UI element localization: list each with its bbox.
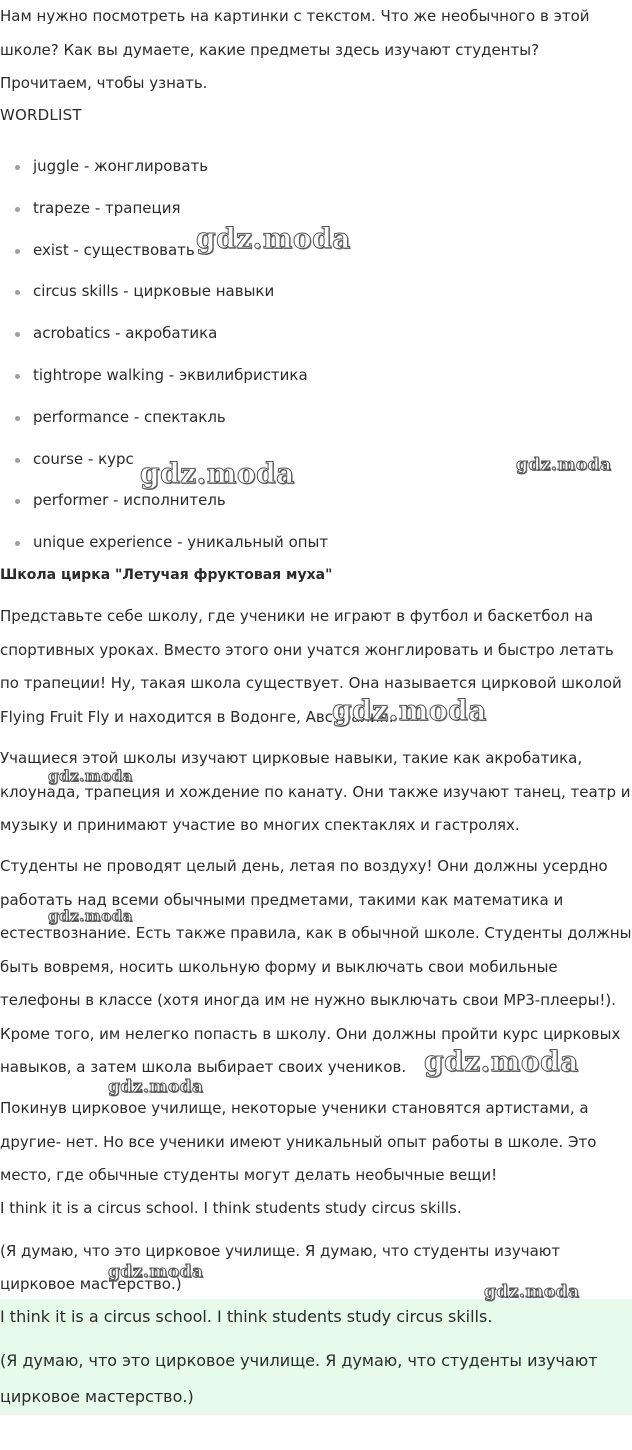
answer-text: I think it is a circus school. I think students study circus skills. <box>0 1199 462 1217</box>
watermark-logo: gdz.moda <box>108 1262 204 1282</box>
list-item-text: unique experience - уникальный опыт <box>33 533 329 552</box>
list-item <box>0 355 620 397</box>
story-paragraph-2: Учащиеся этой школы изучают цирковые навыки, такие как акробатика, клоунада, трапеция и хождение по канату. Они также изучают танец, театр и музыку и принимают участие во многих спектаклях и гастролях. <box>0 749 631 834</box>
list-item-text: course - курс <box>33 449 134 468</box>
list-item-text: trapeze - трапеция <box>33 198 181 217</box>
story-paragraph-1: Представьте себе школу, где ученики не играют в футбол и баскетбол на спортивных уроках. Вместо этого они учатся жонглировать и быстро летать по трапеции! Ну, такая школа существует. Она называется цирковой школой Flying Fruit Fly и находится в Водонге, Австралия. <box>0 607 622 726</box>
story-paragraph-4: Покинув цирковое училище, некоторые ученики становятся артистами, а другие- нет. Но все ученики имеют уникальный опыт работы в школе. Это место, где обычные студенты могут делать необычные вещи! <box>0 1099 597 1184</box>
highlighted-answer-text: I think it is a circus school. I think students study circus skills. <box>0 1307 493 1326</box>
bullet-icon <box>15 541 20 546</box>
bullet-icon <box>15 374 20 379</box>
bullet-icon <box>15 165 20 170</box>
story-title: Школа цирка "Летучая фруктовая муха" <box>0 567 333 583</box>
list-item <box>0 313 620 355</box>
list-item <box>0 522 620 564</box>
bullet-icon <box>15 499 20 504</box>
watermark-logo: gdz.moda <box>424 1045 579 1078</box>
intro-paragraph: Нам нужно посмотреть на картинки с текстом. Что же необычного в этой школе? Как вы думаете, какие предметы здесь изучают студенты? Прочитаем, чтобы узнать. <box>0 7 590 92</box>
watermark-logo: gdz.moda <box>48 907 133 925</box>
watermark-logo: gdz.moda <box>516 455 612 475</box>
list-item-text: juggle - жонглировать <box>33 157 209 175</box>
watermark-logo: gdz.moda <box>196 222 351 255</box>
bullet-icon <box>15 290 20 295</box>
watermark-logo: gdz.moda <box>48 767 133 785</box>
story-paragraph-3: Студенты не проводят целый день, летая по воздуху! Они должны усердно работать над всеми обычными предметами, такими как математика и естествознание. Есть также правила, как в обычной школе. Студенты должны быть вовремя, носить школьную форму и выключать свои мобильные телефоны в классе (хотя иногда им не нужно выключать свои МР3-плееры!). Кроме того, им нелегко попасть в школу. Они должны пройти курс цирковых навыков, а затем школа выбирает своих учеников. <box>0 857 632 1076</box>
list-item-text: tightrope walking - эквилибристика <box>33 365 308 384</box>
watermark-logo: gdz.moda <box>140 457 295 490</box>
list-item-text: performer - исполнитель <box>33 491 226 510</box>
bullet-icon <box>15 416 20 421</box>
list-item <box>0 397 620 439</box>
list-item <box>0 480 620 522</box>
bullet-icon <box>15 458 20 463</box>
wordlist-heading: WORDLIST <box>0 106 82 124</box>
list-item <box>0 146 620 188</box>
watermark-logo: gdz.moda <box>108 1077 204 1097</box>
highlighted-answer-box <box>0 1299 632 1415</box>
list-item-text: exist - существовать <box>33 240 195 259</box>
list-item <box>0 271 620 313</box>
highlighted-answer-translation: (Я думаю, что это цирковое училище. Я думаю, что студенты изучают цирковое мастерство.) <box>0 1351 598 1406</box>
bullet-icon <box>15 332 20 337</box>
bullet-icon <box>15 249 20 254</box>
watermark-logo: gdz.moda <box>484 1282 580 1302</box>
wordlist <box>0 146 620 564</box>
list-item-text: acrobatics - акробатика <box>33 324 218 343</box>
bullet-icon <box>15 207 20 212</box>
list-item-text: performance - спектакль <box>33 407 226 426</box>
list-item-text: circus skills - цирковые навыки <box>33 282 275 301</box>
watermark-logo: gdz.moda <box>332 694 487 727</box>
answer-translation: (Я думаю, что это цирковое училище. Я думаю, что студенты изучают цирковое мастерство.) <box>0 1242 561 1293</box>
